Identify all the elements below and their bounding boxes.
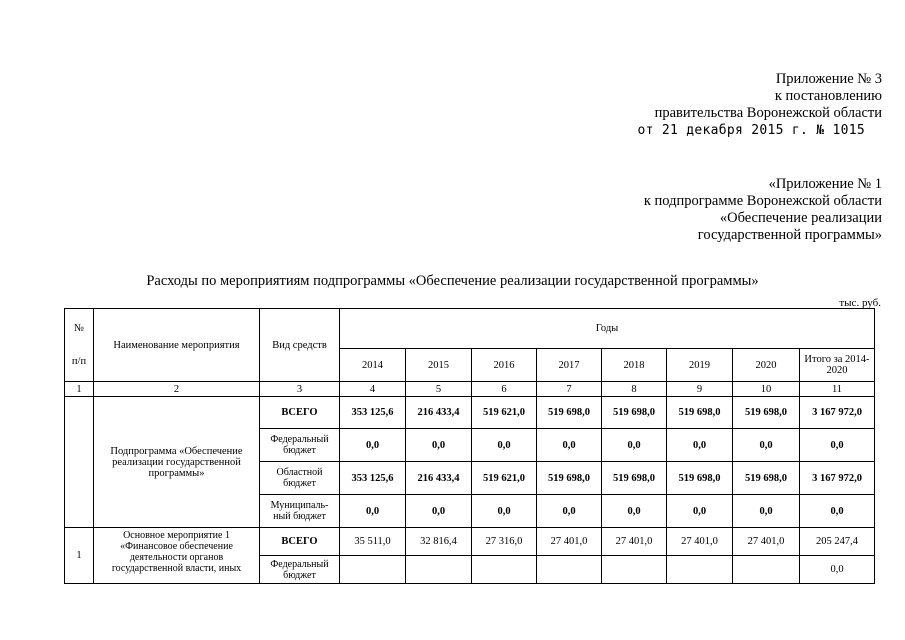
amount-cell: 0,0	[537, 429, 602, 462]
amount-cell: 27 401,0	[733, 528, 800, 556]
amount-cell: 519 698,0	[602, 462, 667, 495]
subprogram-name: Подпрограмма «Обеспечение реализации государственной программы»	[94, 397, 260, 528]
year-header: 2020	[733, 349, 800, 382]
amount-cell	[667, 556, 733, 584]
funding-type: ВСЕГО	[260, 397, 340, 429]
amount-cell: 0,0	[667, 495, 733, 528]
activity-name: Основное мероприятие 1 «Финансовое обеспечение деятельности органов государственной власти, иных	[94, 528, 260, 584]
amount-cell: 27 316,0	[472, 528, 537, 556]
amount-cell: 0,0	[602, 495, 667, 528]
amount-cell: 353 125,6	[340, 397, 406, 429]
document-title: Расходы по мероприятиям подпрограммы «Обеспечение реализации государственной программы»	[146, 273, 759, 289]
total-header: Итого за 2014-2020	[800, 349, 875, 382]
col-no-header	[65, 309, 94, 382]
subprogram-number-cell	[65, 397, 94, 528]
amount-cell: 27 401,0	[602, 528, 667, 556]
column-number: 10	[733, 382, 800, 397]
amount-cell: 519 621,0	[472, 397, 537, 429]
col-no-top: №	[73, 323, 85, 334]
amount-cell	[602, 556, 667, 584]
amount-cell: 519 698,0	[537, 462, 602, 495]
amount-cell: 0,0	[472, 495, 537, 528]
col-years-header: Годы	[340, 309, 875, 349]
year-header: 2016	[472, 349, 537, 382]
total-cell: 0,0	[800, 429, 875, 462]
year-header: 2018	[602, 349, 667, 382]
amount-cell: 519 698,0	[733, 397, 800, 429]
unit-label: тыс. руб.	[839, 297, 881, 309]
amount-cell: 0,0	[406, 495, 472, 528]
year-header: 2019	[667, 349, 733, 382]
table-row	[65, 528, 875, 556]
amount-cell: 35 511,0	[340, 528, 406, 556]
amount-cell: 0,0	[406, 429, 472, 462]
amount-cell: 216 433,4	[406, 462, 472, 495]
column-numbers-row	[65, 382, 875, 397]
decree-date-stamp: от 21 декабря 2015 г. № 1015	[637, 123, 865, 138]
amount-cell: 519 698,0	[733, 462, 800, 495]
total-cell: 3 167 972,0	[800, 397, 875, 429]
column-number: 2	[94, 382, 260, 397]
total-cell: 0,0	[800, 556, 875, 584]
appendix-line-2: к постановлению	[774, 88, 882, 104]
amount-cell: 32 816,4	[406, 528, 472, 556]
table-header-row	[65, 309, 875, 349]
appendix-header	[655, 71, 882, 122]
amount-cell: 27 401,0	[537, 528, 602, 556]
column-number: 6	[472, 382, 537, 397]
amount-cell: 0,0	[472, 429, 537, 462]
col-no-bottom: п/п	[71, 356, 87, 367]
amount-cell: 0,0	[733, 495, 800, 528]
column-number: 8	[602, 382, 667, 397]
amount-cell: 519 698,0	[667, 462, 733, 495]
amount-cell	[406, 556, 472, 584]
col-name-header: Наименование мероприятия	[94, 309, 260, 382]
subprogram-appendix-line-3: «Обеспечение реализации	[719, 210, 882, 226]
column-number: 11	[800, 382, 875, 397]
subprogram-appendix-line-1: «Приложение № 1	[768, 176, 882, 192]
appendix-line-3: правительства Воронежской области	[654, 105, 882, 121]
amount-cell: 0,0	[733, 429, 800, 462]
subprogram-appendix-line-2: к подпрограмме Воронежской области	[643, 193, 882, 209]
total-cell: 205 247,4	[800, 528, 875, 556]
amount-cell: 519 698,0	[602, 397, 667, 429]
funding-type: Федеральный бюджет	[260, 429, 340, 462]
amount-cell: 0,0	[340, 429, 406, 462]
amount-cell: 27 401,0	[667, 528, 733, 556]
amount-cell: 519 698,0	[667, 397, 733, 429]
funding-type: Областной бюджет	[260, 462, 340, 495]
total-cell: 0,0	[800, 495, 875, 528]
column-number: 9	[667, 382, 733, 397]
year-header: 2015	[406, 349, 472, 382]
column-number: 3	[260, 382, 340, 397]
column-number: 5	[406, 382, 472, 397]
amount-cell: 0,0	[602, 429, 667, 462]
table-row	[65, 397, 875, 429]
subprogram-appendix-line-4: государственной программы»	[697, 227, 882, 243]
funding-type: Федеральный бюджет	[260, 556, 340, 584]
appendix-line-1: Приложение № 3	[775, 71, 882, 87]
funding-type: ВСЕГО	[260, 528, 340, 556]
column-number: 7	[537, 382, 602, 397]
amount-cell: 0,0	[667, 429, 733, 462]
amount-cell: 0,0	[340, 495, 406, 528]
amount-cell	[537, 556, 602, 584]
funding-type: Муниципаль-ный бюджет	[260, 495, 340, 528]
amount-cell	[472, 556, 537, 584]
amount-cell: 0,0	[537, 495, 602, 528]
subprogram-appendix-header	[644, 176, 882, 244]
amount-cell	[733, 556, 800, 584]
amount-cell: 519 621,0	[472, 462, 537, 495]
total-cell: 3 167 972,0	[800, 462, 875, 495]
column-number: 4	[340, 382, 406, 397]
year-header: 2017	[537, 349, 602, 382]
amount-cell	[340, 556, 406, 584]
column-number: 1	[65, 382, 94, 397]
amount-cell: 353 125,6	[340, 462, 406, 495]
expenses-table	[64, 308, 875, 584]
amount-cell: 216 433,4	[406, 397, 472, 429]
amount-cell: 519 698,0	[537, 397, 602, 429]
col-type-header: Вид средств	[260, 309, 340, 382]
activity-number: 1	[65, 528, 94, 584]
year-header: 2014	[340, 349, 406, 382]
